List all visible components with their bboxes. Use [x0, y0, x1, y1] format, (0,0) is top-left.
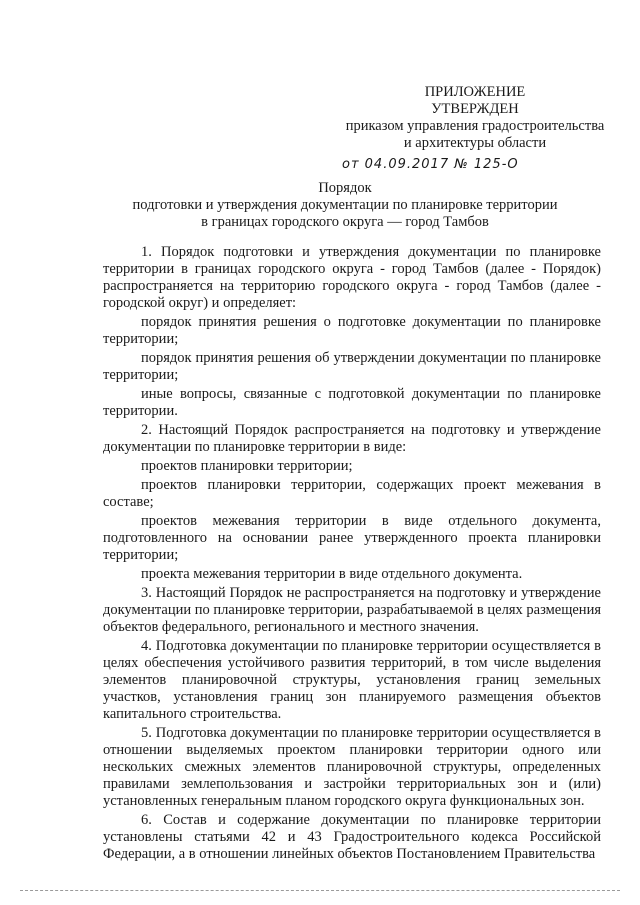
- page-bottom-divider: [20, 890, 620, 891]
- paragraph: иные вопросы, связанные с подготовкой документации по планировке территории.: [103, 386, 601, 419]
- paragraph: проекта межевания территории в виде отдельного документа.: [141, 566, 523, 582]
- paragraph: 3. Настоящий Порядок не распространяется на подготовку и утверждение документации по планировке территории, разрабатываемой в целях размещения объектов федерального, регионального и местного значения.: [103, 585, 601, 635]
- paragraph: 5. Подготовка документации по планировке территории осуществляется в отношении выделяемых проектом планировки территории одного или нескольких смежных элементов планировочной структуры, определенных правилами землепользования и застройки территориальных зон и (или) установленных генеральным планом городского округа функциональных зон.: [103, 725, 601, 809]
- handwritten-date-number: от 04.09.2017 № 125-О: [342, 157, 519, 172]
- paragraph: порядок принятия решения о подготовке документации по планировке территории;: [103, 314, 601, 347]
- approved-by-line-2: и архитектуры области: [403, 135, 547, 151]
- paragraph: проектов планировки территории, содержащих проект межевания в составе;: [103, 477, 601, 510]
- title-line-3: в границах городского округа — город Тамбов: [201, 214, 489, 230]
- paragraph: проектов межевания территории в виде отдельного документа, подготовленного на основании ранее утвержденного проекта планировки территории;: [103, 513, 601, 563]
- paragraph: порядок принятия решения об утверждении документации по планировке территории;: [103, 350, 601, 383]
- paragraph: проектов планировки территории;: [141, 458, 353, 474]
- paragraph: 4. Подготовка документации по планировке территории осуществляется в целях обеспечения устойчивого развития территорий, в том числе выделения элементов планировочной структуры, установления границ земельных участков, установления границ зон планируемого размещения объектов капитального строительства.: [103, 638, 601, 722]
- document-title: [100, 180, 590, 231]
- approved-label: УТВЕРЖДЕН: [431, 101, 519, 117]
- approval-stamp-block: [330, 84, 620, 173]
- paragraph: 1. Порядок подготовки и утверждения документации по планировке территории в границах городского округа - город Тамбов (далее - Порядок) распространяется на территорию городского округа - город Тамбов (далее - городской округ) и определяет:: [103, 244, 601, 311]
- paragraph: 2. Настоящий Порядок распространяется на подготовку и утверждение документации по планировке территории в виде:: [103, 422, 601, 455]
- approved-by-line: приказом управления градостроительства: [345, 118, 605, 134]
- title-line-2: подготовки и утверждения документации по планировке территории: [132, 197, 558, 213]
- title-line-1: Порядок: [318, 180, 372, 196]
- paragraph: 6. Состав и содержание документации по планировке территории установлены статьями 42 и 43 Градостроительного кодекса Российской Федерации, а в отношении линейных объектов Постановлением Правительства: [103, 812, 601, 862]
- document-body: [103, 244, 601, 865]
- appendix-label: ПРИЛОЖЕНИЕ: [424, 84, 526, 100]
